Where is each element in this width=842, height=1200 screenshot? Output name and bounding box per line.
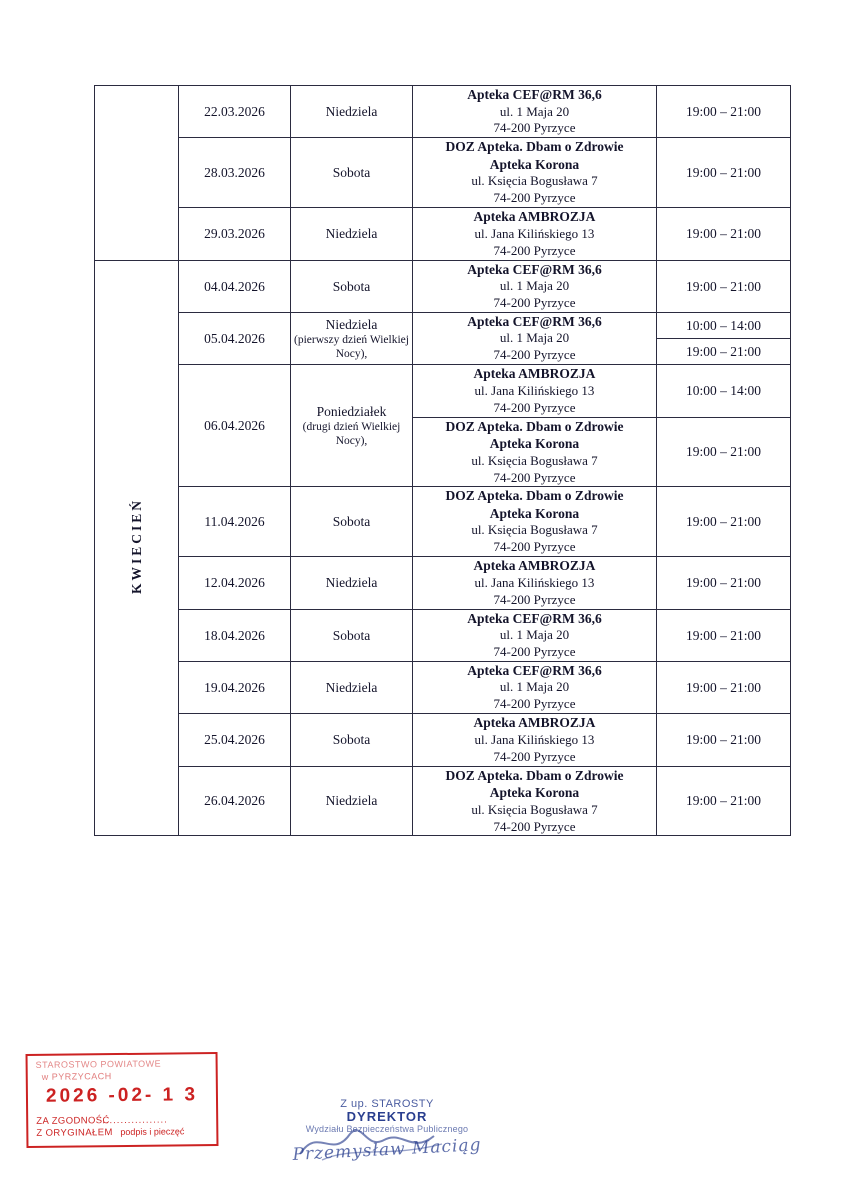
row-hours: 10:00 – 14:00 <box>657 365 791 417</box>
pharmacy-city: 74-200 Pyrzyce <box>493 242 576 258</box>
signature-name: Przemysław Maciąg <box>292 1135 482 1165</box>
row-date: 19.04.2026 <box>179 661 291 713</box>
pharmacy-city: 74-200 Pyrzyce <box>493 469 576 485</box>
pharmacy-street: ul. Jana Kilińskiego 13 <box>474 382 595 398</box>
row-pharmacy <box>413 487 657 557</box>
pharmacy-street: ul. Księcia Bogusława 7 <box>471 801 598 817</box>
pharmacy-name: Apteka CEF@RM 36,6 <box>467 313 602 329</box>
stamp-office-line: STAROSTWO POWIATOWE <box>35 1058 162 1070</box>
pharmacy-name-2: Apteka Korona <box>489 505 580 521</box>
stamp-conformity-line-1: ZA ZGODNOŚĆ <box>36 1115 110 1127</box>
row-hours: 10:00 – 14:00 <box>657 312 791 338</box>
pharmacy-city: 74-200 Pyrzyce <box>493 591 576 607</box>
row-date: 11.04.2026 <box>179 487 291 557</box>
row-date: 28.03.2026 <box>179 138 291 208</box>
row-date: 04.04.2026 <box>179 260 291 312</box>
pharmacy-street: ul. Księcia Bogusława 7 <box>471 522 598 538</box>
pharmacy-city: 74-200 Pyrzyce <box>493 818 576 834</box>
row-pharmacy-second <box>413 417 657 487</box>
row-pharmacy <box>413 557 657 609</box>
signature-authority-line: Z up. STAROSTY <box>340 1098 434 1110</box>
signature-title: DYREKTOR <box>346 1109 428 1124</box>
row-date: 06.04.2026 <box>179 365 291 487</box>
table-row <box>95 714 791 766</box>
table-row <box>95 365 791 417</box>
row-pharmacy <box>413 661 657 713</box>
month-label-april: KWIECIEŃ <box>95 260 179 836</box>
row-pharmacy <box>413 86 657 138</box>
pharmacy-name: DOZ Apteka. Dbam o Zdrowie <box>445 418 624 434</box>
signature-department: Wydziału Bezpieczeństwa Publicznego <box>305 1124 469 1134</box>
row-day: Niedziela <box>291 661 413 713</box>
pharmacy-name: Apteka AMBROZJA <box>473 715 596 731</box>
row-date: 26.04.2026 <box>179 766 291 836</box>
row-date: 18.04.2026 <box>179 609 291 661</box>
stamp-city-line: w PYRZYCACH <box>41 1071 112 1082</box>
pharmacy-city: 74-200 Pyrzyce <box>493 644 576 660</box>
pharmacy-city: 74-200 Pyrzyce <box>493 748 576 764</box>
row-pharmacy <box>413 208 657 260</box>
row-hours: 19:00 – 21:00 <box>657 661 791 713</box>
stamp-signature-note: podpis i pieczęć <box>120 1126 185 1138</box>
handwritten-signature-icon <box>292 1120 452 1166</box>
pharmacy-city: 74-200 Pyrzyce <box>493 399 576 415</box>
row-hours: 19:00 – 21:00 <box>657 86 791 138</box>
row-hours: 19:00 – 21:00 <box>657 487 791 557</box>
table-row <box>95 661 791 713</box>
pharmacy-street: ul. Jana Kilińskiego 13 <box>474 225 595 241</box>
row-hours: 19:00 – 21:00 <box>657 260 791 312</box>
table-row <box>95 86 791 138</box>
pharmacy-street: ul. Księcia Bogusława 7 <box>471 452 598 468</box>
pharmacy-name-2: Apteka Korona <box>489 156 580 172</box>
pharmacy-street: ul. 1 Maja 20 <box>499 278 570 294</box>
row-day <box>291 312 413 364</box>
pharmacy-city: 74-200 Pyrzyce <box>493 696 576 712</box>
row-hours: 19:00 – 21:00 <box>657 714 791 766</box>
pharmacy-city: 74-200 Pyrzyce <box>493 294 576 310</box>
stamp-dots: .................. <box>102 1114 168 1127</box>
row-hours: 19:00 – 21:00 <box>657 417 791 487</box>
table-row <box>95 766 791 836</box>
pharmacy-street: ul. 1 Maja 20 <box>499 679 570 695</box>
pharmacy-street: ul. 1 Maja 20 <box>499 627 570 643</box>
row-pharmacy <box>413 260 657 312</box>
row-hours: 19:00 – 21:00 <box>657 609 791 661</box>
row-hours: 19:00 – 21:00 <box>657 208 791 260</box>
row-pharmacy <box>413 138 657 208</box>
pharmacy-street: ul. Jana Kilińskiego 13 <box>474 574 595 590</box>
certification-stamp <box>26 1052 219 1148</box>
day-note: (drugi dzień Wielkiej Nocy), <box>302 421 401 447</box>
pharmacy-name: DOZ Apteka. Dbam o Zdrowie <box>445 767 624 783</box>
pharmacy-name: Apteka AMBROZJA <box>473 558 596 574</box>
pharmacy-name: Apteka AMBROZJA <box>473 209 596 225</box>
row-day: Sobota <box>291 609 413 661</box>
table-row <box>95 260 791 312</box>
director-signature-block <box>272 1098 502 1165</box>
row-day: Niedziela <box>291 86 413 138</box>
table-row <box>95 208 791 260</box>
day-name: Poniedziałek <box>316 403 387 419</box>
row-hours: 19:00 – 21:00 <box>657 138 791 208</box>
row-hours: 19:00 – 21:00 <box>657 557 791 609</box>
row-date: 05.04.2026 <box>179 312 291 364</box>
row-pharmacy <box>413 312 657 364</box>
stamp-date: 2026 -02- 1 3 <box>45 1084 199 1107</box>
month-label-march <box>95 86 179 261</box>
row-date: 25.04.2026 <box>179 714 291 766</box>
row-day: Sobota <box>291 260 413 312</box>
row-day: Sobota <box>291 714 413 766</box>
row-day: Sobota <box>291 138 413 208</box>
row-pharmacy <box>413 365 657 417</box>
pharmacy-name: Apteka CEF@RM 36,6 <box>467 87 602 102</box>
pharmacy-name: DOZ Apteka. Dbam o Zdrowie <box>445 139 624 155</box>
pharmacy-city: 74-200 Pyrzyce <box>493 120 576 136</box>
pharmacy-name: Apteka CEF@RM 36,6 <box>467 662 602 678</box>
pharmacy-city: 74-200 Pyrzyce <box>493 347 576 363</box>
row-day: Niedziela <box>291 766 413 836</box>
pharmacy-name: Apteka CEF@RM 36,6 <box>467 610 602 626</box>
row-day <box>291 365 413 487</box>
pharmacy-street: ul. Księcia Bogusława 7 <box>471 173 598 189</box>
pharmacy-street: ul. Jana Kilińskiego 13 <box>474 731 595 747</box>
row-day: Niedziela <box>291 208 413 260</box>
pharmacy-name: Apteka CEF@RM 36,6 <box>467 261 602 277</box>
pharmacy-name-2: Apteka Korona <box>489 785 580 801</box>
stamp-conformity-line-2: Z ORYGINAŁEM <box>36 1127 113 1139</box>
table-row <box>95 312 791 338</box>
row-day: Sobota <box>291 487 413 557</box>
row-pharmacy <box>413 714 657 766</box>
table-row <box>95 487 791 557</box>
pharmacy-street: ul. 1 Maja 20 <box>499 103 570 119</box>
table-row <box>95 138 791 208</box>
row-date: 12.04.2026 <box>179 557 291 609</box>
row-pharmacy <box>413 766 657 836</box>
row-pharmacy <box>413 609 657 661</box>
pharmacy-street: ul. 1 Maja 20 <box>499 330 570 346</box>
row-hours: 19:00 – 21:00 <box>657 766 791 836</box>
pharmacy-name: DOZ Apteka. Dbam o Zdrowie <box>445 488 624 504</box>
row-date: 29.03.2026 <box>179 208 291 260</box>
day-name: Niedziela <box>325 316 378 332</box>
row-date: 22.03.2026 <box>179 86 291 138</box>
pharmacy-name-2: Apteka Korona <box>489 436 580 452</box>
table-row <box>95 609 791 661</box>
pharmacy-city: 74-200 Pyrzyce <box>493 190 576 206</box>
row-hours-second: 19:00 – 21:00 <box>657 339 791 365</box>
row-day: Niedziela <box>291 557 413 609</box>
table-row <box>95 557 791 609</box>
day-note: (pierwszy dzień Wielkiej Nocy), <box>294 333 409 360</box>
pharmacy-city: 74-200 Pyrzyce <box>493 539 576 555</box>
pharmacy-duty-schedule-table <box>94 85 791 836</box>
pharmacy-name: Apteka AMBROZJA <box>473 366 596 382</box>
